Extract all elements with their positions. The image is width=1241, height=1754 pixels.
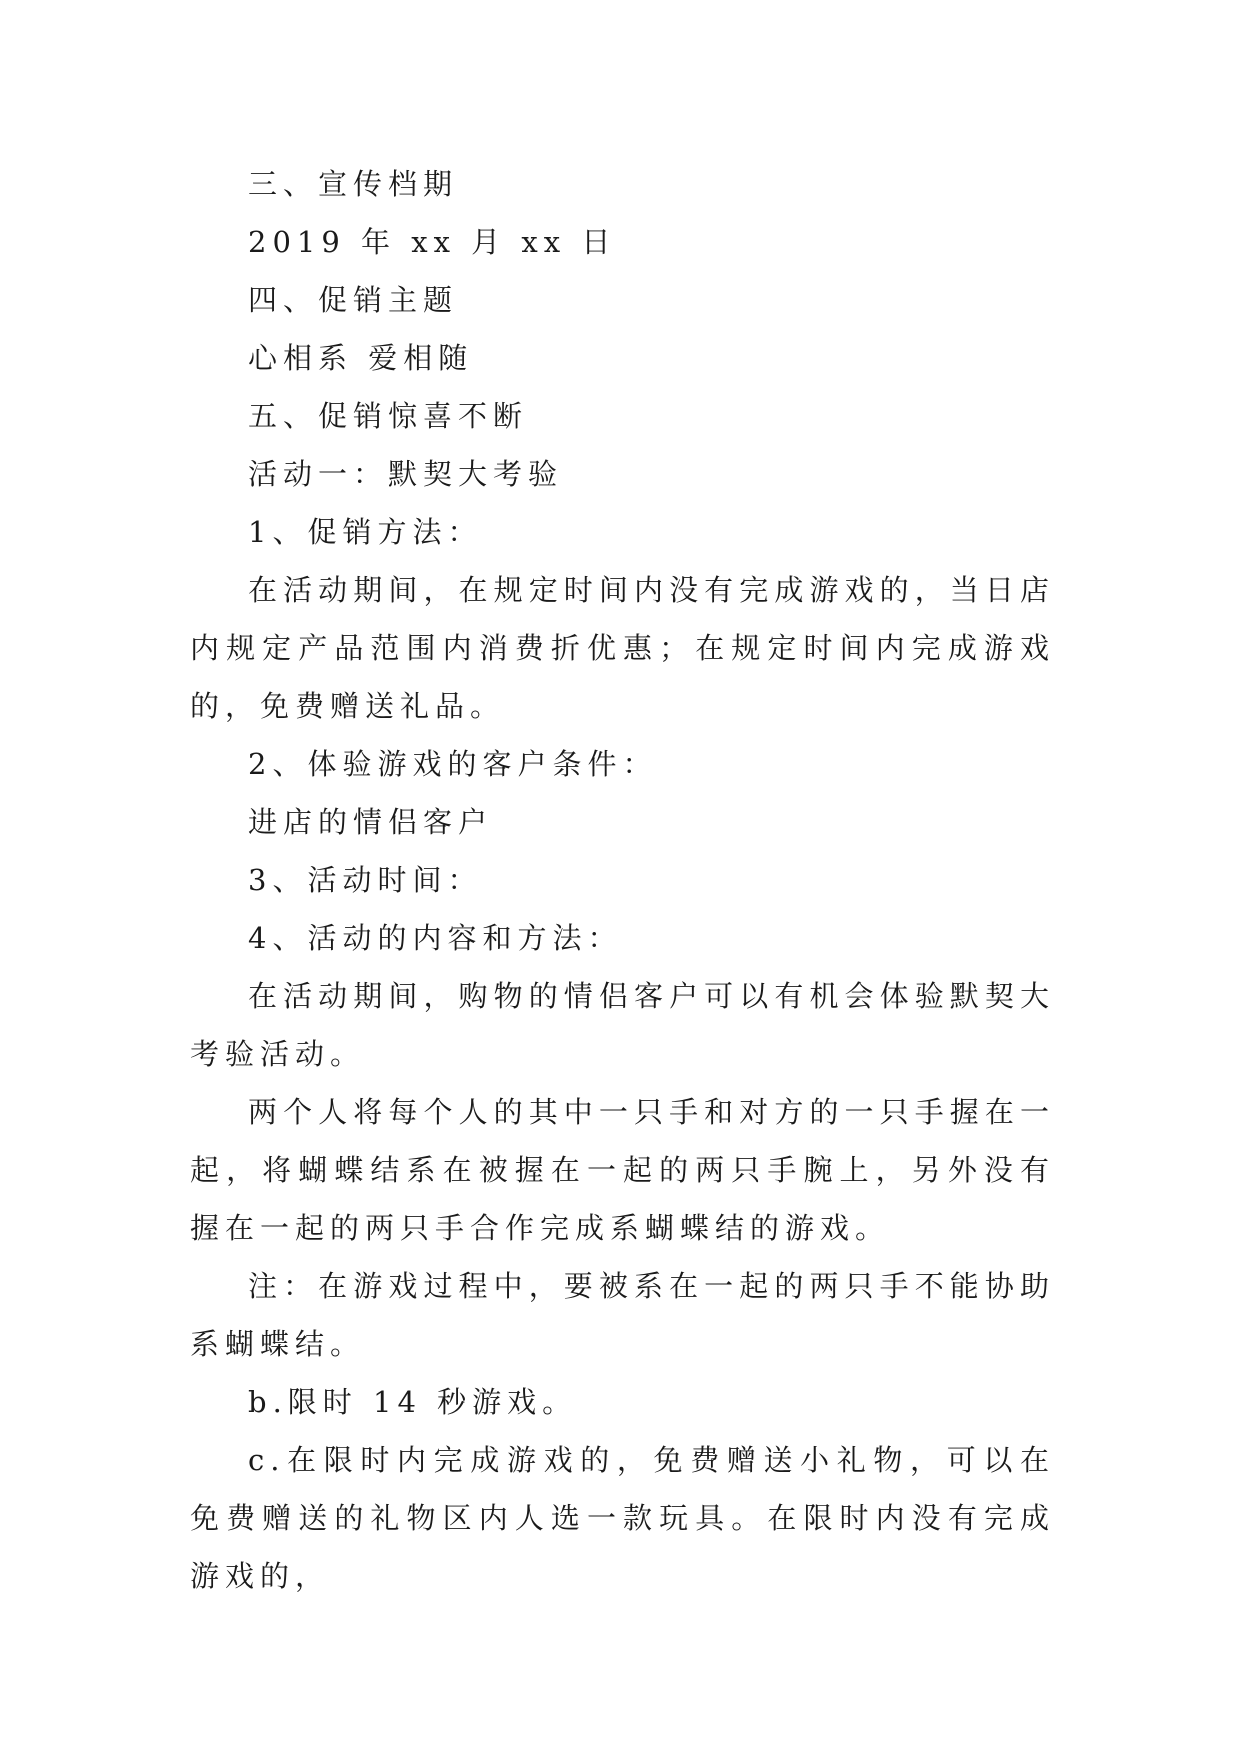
customer-condition-heading: 2、体验游戏的客户条件：: [248, 747, 658, 781]
section-heading-surprises: 五、促销惊喜不断: [248, 399, 529, 433]
game-note-paragraph: 注：在游戏过程中，要被系在一起的两只手不能协助系蝴蝶结。: [190, 1269, 1055, 1361]
theme-text: 心相系 爱相随: [248, 341, 474, 375]
activity-one-title: 活动一：默契大考验: [248, 457, 564, 491]
schedule-date: 2019 年 xx 月 xx 日: [248, 225, 617, 259]
customer-condition-text: 进店的情侣客户: [248, 805, 494, 839]
activity-time-heading: 3、活动时间：: [248, 863, 483, 897]
section-heading-schedule: 三、宣传档期: [248, 167, 459, 201]
rule-b-paragraph: b.限时 14 秒游戏。: [248, 1385, 578, 1419]
section-heading-theme: 四、促销主题: [248, 283, 459, 317]
promo-method-heading: 1、促销方法：: [248, 515, 483, 549]
activity-content-heading: 4、活动的内容和方法：: [248, 921, 623, 955]
document-body: [190, 155, 1055, 1605]
promo-method-paragraph: 在活动期间，在规定时间内没有完成游戏的，当日店内规定产品范围内消费折优惠；在规定时间内完成游戏的，免费赠送礼品。: [190, 573, 1055, 723]
rule-c-paragraph: c.在限时内完成游戏的，免费赠送小礼物，可以在免费赠送的礼物区内人选一款玩具。在限时内没有完成游戏的，: [190, 1443, 1055, 1593]
game-rules-paragraph: 两个人将每个人的其中一只手和对方的一只手握在一起，将蝴蝶结系在被握在一起的两只手腕上，另外没有握在一起的两只手合作完成系蝴蝶结的游戏。: [190, 1095, 1055, 1245]
activity-content-paragraph: 在活动期间，购物的情侣客户可以有机会体验默契大考验活动。: [190, 979, 1055, 1071]
